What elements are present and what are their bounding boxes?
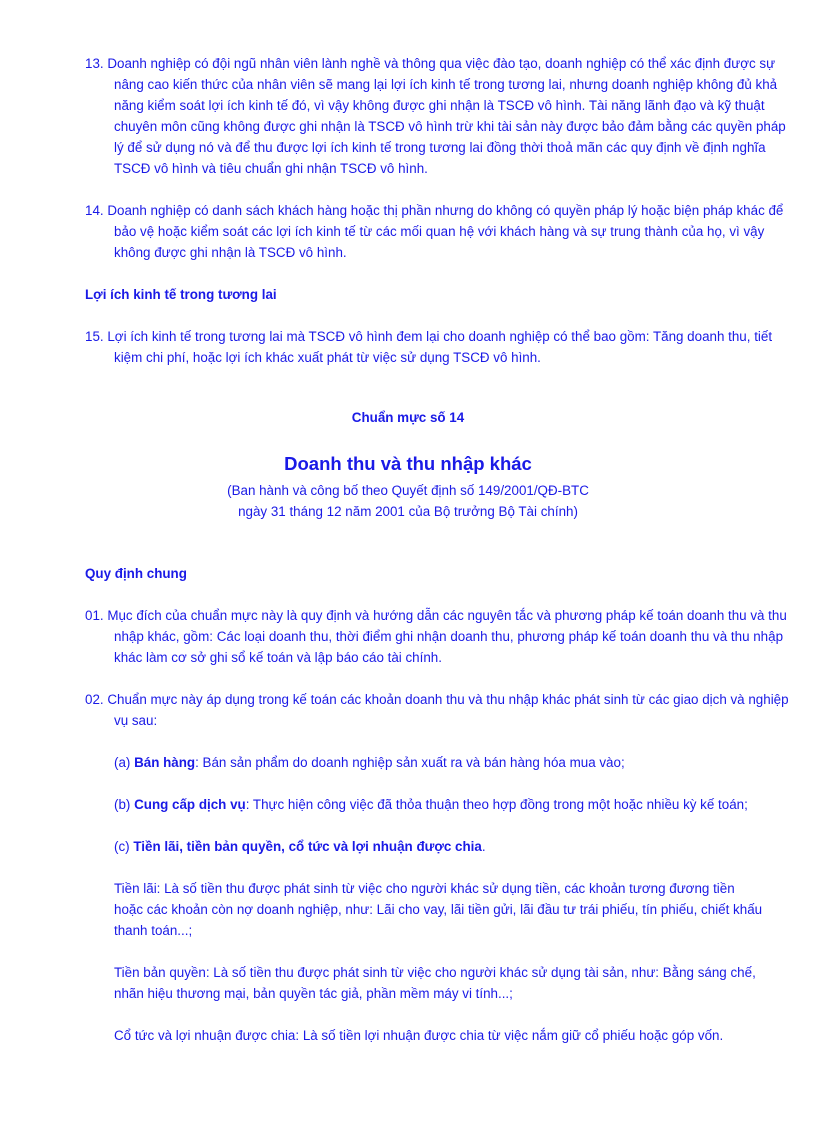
item-c-prefix: (c) (114, 839, 134, 854)
definition-interest: Tiền lãi: Là số tiền thu được phát sinh từ việc cho người khác sử dụng tiền, các khoản tương đương tiền hoặc các khoản còn nợ doanh nghiệp, như: Lãi cho vay, lãi tiền gửi, lãi đầu tư trái phiếu, tín phiếu, chiết khấu thanh toán...; (114, 881, 763, 938)
item-a-prefix: (a) (114, 755, 135, 770)
standard-number: Chuẩn mực số 14 (351, 410, 465, 425)
standard-subtitle-line-1: (Ban hành và công bố theo Quyết định số 149/2001/QĐ-BTC (227, 483, 589, 498)
item-b-prefix: (b) (114, 797, 135, 812)
paragraph-02: 02. Chuẩn mực này áp dụng trong kế toán các khoản doanh thu và thu nhập khác phát sinh từ các giao dịch và nghiệp vụ sau: (85, 692, 789, 728)
standard-subtitle-line-2: ngày 31 tháng 12 năm 2001 của Bộ trưởng Bộ Tài chính) (238, 504, 578, 519)
item-c-text: . (481, 839, 486, 854)
list-item-c (114, 836, 765, 857)
paragraph-01: 01. Mục đích của chuẩn mực này là quy định và hướng dẫn các nguyên tắc và phương pháp kế toán doanh thu và thu nhập khác, gồm: Các loại doanh thu, thời điểm ghi nhận doanh thu, phương pháp kế toán doanh thu và thu nhập khác làm cơ sở ghi sổ kế toán và lập báo cáo tài chính. (85, 608, 787, 665)
definition-royalty: Tiền bản quyền: Là số tiền thu được phát sinh từ việc cho người khác sử dụng tài sản, như: Bằng sáng chế, nhãn hiệu thương mại, bản quyền tác giả, phần mềm máy vi tính...; (114, 965, 756, 1001)
item-c-term: Tiền lãi, tiền bản quyền, cổ tức và lợi nhuận được chia (133, 839, 482, 854)
paragraph-15: 15. Lợi ích kinh tế trong tương lai mà TSCĐ vô hình đem lại cho doanh nghiệp có thể bao gồm: Tăng doanh thu, tiết kiệm chi phí, hoặc lợi ích khác xuất phát từ việc sử dụng TSCĐ vô hình. (85, 329, 773, 365)
standard-title: Doanh thu và thu nhập khác (284, 453, 532, 474)
item-b-term: Cung cấp dịch vụ (134, 797, 246, 812)
list-item-a (114, 752, 765, 773)
item-a-term: Bán hàng (134, 755, 196, 770)
paragraph-13: 13. Doanh nghiệp có đội ngũ nhân viên lành nghề và thông qua việc đào tạo, doanh nghiệp có thể xác định được sự nâng cao kiến thức của nhân viên sẽ mang lại lợi ích kinh tế trong tương lai, nhưng doanh nghiệp không đủ khả năng kiểm soát lợi ích kinh tế đó, vì vậy không được ghi nhận là TSCĐ vô hình. Tài năng lãnh đạo và kỹ thuật chuyên môn cũng không được ghi nhận là TSCĐ vô hình trừ khi tài sản này được bảo đảm bằng các quyền pháp lý để sử dụng nó và để thu được lợi ích kinh tế trong tương lai đồng thời thoả mãn các quy định về định nghĩa TSCĐ vô hình và tiêu chuẩn ghi nhận TSCĐ vô hình. (85, 56, 786, 176)
item-b-text: : Thực hiện công việc đã thỏa thuận theo hợp đồng trong một hoặc nhiều kỳ kế toán; (245, 797, 748, 812)
section-heading-general: Quy định chung (85, 566, 187, 581)
item-a-text: : Bán sản phẩm do doanh nghiệp sản xuất ra và bán hàng hóa mua vào; (195, 755, 625, 770)
definition-dividend: Cổ tức và lợi nhuận được chia: Là số tiền lợi nhuận được chia từ việc nắm giữ cổ phiếu hoặc góp vốn. (114, 1028, 724, 1043)
section-heading-future-benefits: Lợi ích kinh tế trong tương lai (85, 287, 277, 302)
paragraph-14: 14. Doanh nghiệp có danh sách khách hàng hoặc thị phần nhưng do không có quyền pháp lý hoặc biện pháp khác để bảo vệ hoặc kiểm soát các lợi ích kinh tế từ các mối quan hệ với khách hàng và sự trung thành của họ, vì vậy không được ghi nhận là TSCĐ vô hình. (85, 203, 784, 260)
list-item-b (114, 794, 765, 815)
